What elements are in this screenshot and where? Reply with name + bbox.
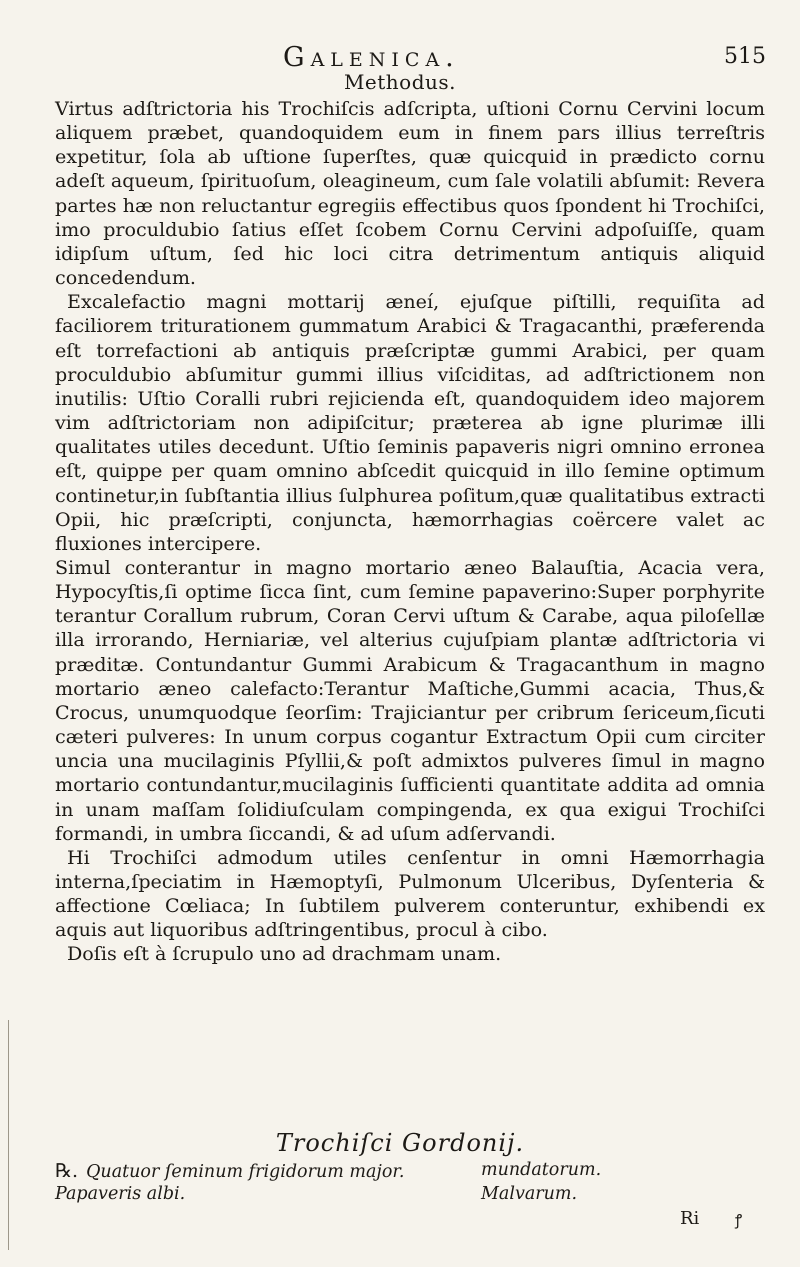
paragraph-simul: Simul conterantur in magno mortario æneo Balauſtia, Acacia vera, Hypocyſtis,ſi optime ſicca ſint, cum ſemine papaverino:Super porphyrite terantur Corallum rubrum, Coran Cervi uſtum & Carabe, aqua piloſellæ illa irrorando, Herniariæ, vel alterius cujuſpiam plantæ adſtrictoria vi præditæ. Contundantur Gummi Arabicum & Tragacanthum in magno mortario æneo calefacto:Terantur Maſtiche,Gummi acacia, Thus,& Crocus, unumquodque ſeorſim: Trajiciantur per cribrum ſericeum,ſicuti cæteri pulveres: In unum corpus cogantur Extractum Opii cum circiter uncia una mucilaginis Pſyllii,& poſt admixtos pulveres ſimul in magno mortario contundantur,mucilaginis ſufficienti quantitate addita ad omnia in unam maſſam ſolidiuſculam compingenda, ex qua exigui Trochiſci formandi, in umbra ſiccandi, & ad uſum adſervandi. [55, 555, 765, 845]
paragraph-virtus: Virtus adſtrictoria his Trochiſcis adſcripta, uſtioni Cornu Cervini locum aliquem præbet, quandoquidem eum in finem pars illius terreſtris expetitur, ſola ab uſtione ſuperſtes, quæ quicquid in prædicto cornu adeſt aqueum, ſpirituoſum, oleagineum, cum ſale volatili abſumit: Revera partes hæ non reluctantur egregiis effectibus quos ſpondent hi Trochiſci, imo proculdubio ſatius eſſet ſcobem Cornu Cervini adpoſuiſſe, quam idipſum uſtum, ſed hic loci citra detrimentum antiquis aliquid concedendum. [55, 97, 765, 290]
recipe-line-1 [55, 1160, 765, 1182]
paragraph-dosis: Doſis eſt à ſcrupulo uno ad drachmam unam. [67, 942, 502, 966]
running-title: Galenica. [283, 42, 460, 73]
margin-rule [8, 1020, 9, 1250]
page-number: 515 [724, 44, 766, 69]
signature-mark: ꝭ [735, 1211, 743, 1229]
catchword: Ri [680, 1208, 700, 1229]
paragraph-usus: Hi Trochiſci admodum utiles cenſentur in omni Hæmorrhagia interna,ſpeciatim in Hæmoptyſi, Pulmonum Ulceribus, Dyſenteria & affectione Cœliaca; In ſubtilem pulverem conteruntur, exhibendi ex aquis aut liquoribus adſtringentibus, procul à cibo. [55, 845, 765, 942]
section-heading: Methodus. [343, 70, 457, 94]
recipe-line-2 [55, 1184, 765, 1204]
ingredient-papaveris: Papaveris albi. [55, 1184, 186, 1204]
paragraph-excalefactio: Excalefactio magni mottarij æneí, ejuſque piſtilli, requiſita ad faciliorem triturationem gummatum Arabici & Tragacanthi, præferenda eſt torrefactioni ab antiquis præſcriptæ gummi Arabici, per quam proculdubio abſumitur gummi illius viſciditas, ad adſtrictionem non inutilis: Uſtio Coralli rubri rejicienda eſt, quandoquidem ideo majorem vim adſtrictoriam non adipiſcitur; prætereа ab igne plurimæ illi qualitates utiles decedunt. Uſtio ſeminis papaveris nigri omnino erronea eſt, quippe per quam omnino abſcedit quicquid in illo ſemine optimum continetur,in ſubſtantia illius ſulphurea poſitum,quæ qualitatibus extracti Opii, hic præſcripti, conjuncta, hæmorrhagias coërcere valet ac fluxiones intercipere. [55, 290, 765, 555]
rx-symbol: ℞. [55, 1160, 79, 1182]
body-text [55, 97, 765, 967]
ingredient-seeds: Quatuor ſeminum frigidorum major. [86, 1162, 405, 1182]
ingredient-malvarum: Malvarum. [481, 1184, 578, 1204]
recipe-title: Trochiſci Gordonij. [275, 1129, 525, 1157]
ingredient-mundatorum: mundatorum. [481, 1160, 602, 1180]
